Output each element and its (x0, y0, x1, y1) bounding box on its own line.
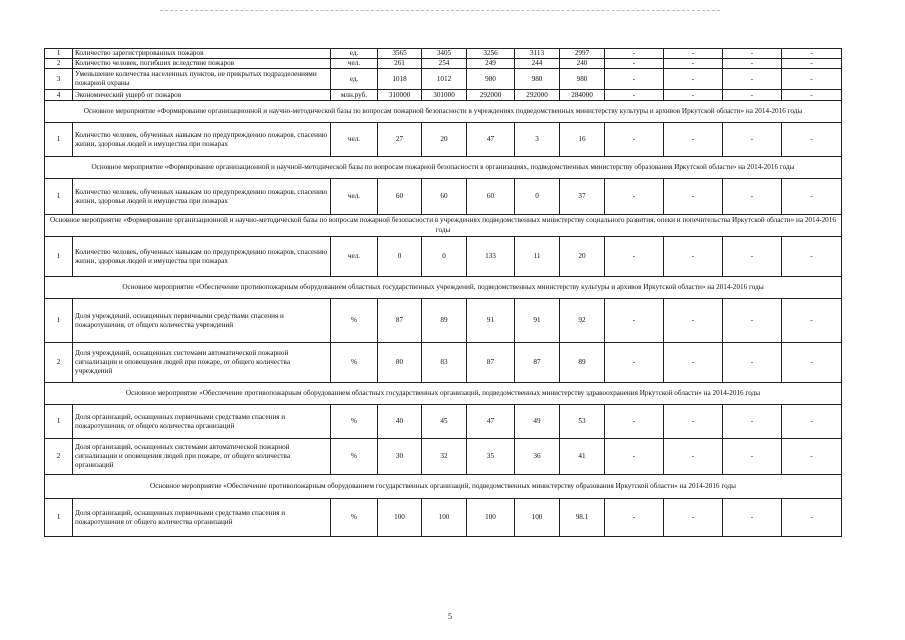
dash-cell: - (723, 439, 782, 475)
section-title: Основное мероприятие «Формирование организационной и научно-методической базы по вопросам пожарной безопасности в учреждениях подведомственных министерству социального развития, опеки и попечительства Иркутской области» на 2014-2016 годы (45, 215, 842, 237)
value-cell: 32 (422, 439, 467, 475)
dash-cell: - (664, 49, 723, 59)
row-number: 1 (45, 49, 73, 59)
dash-cell: - (605, 59, 664, 69)
dash-cell: - (782, 179, 842, 215)
dash-cell: - (782, 439, 842, 475)
value-cell: 0 (422, 237, 467, 277)
section-title: Основное мероприятие «Обеспечение противопожарным оборудованием государственных организаций, подведомственных министерству образования Иркутской области» на 2014-2016 годы (45, 475, 842, 499)
value-cell: 1012 (422, 69, 467, 90)
dash-cell: - (664, 439, 723, 475)
value-cell: 0 (378, 237, 422, 277)
value-cell: 53 (560, 405, 605, 439)
table-row (45, 59, 842, 69)
unit-cell: млн.руб. (331, 90, 378, 101)
indicator-name: Количество зарегистрированных пожаров (73, 49, 331, 59)
value-cell: 240 (560, 59, 605, 69)
dash-cell: - (664, 343, 723, 383)
value-cell: 45 (422, 405, 467, 439)
dash-cell: - (782, 90, 842, 101)
table-row (45, 237, 842, 277)
dash-cell: - (664, 405, 723, 439)
table-row (45, 343, 842, 383)
table-row (45, 49, 842, 59)
dash-cell: - (605, 405, 664, 439)
value-cell: 41 (560, 439, 605, 475)
dash-cell: - (605, 49, 664, 59)
table-row (45, 69, 842, 90)
value-cell: 87 (467, 343, 515, 383)
value-cell: 60 (378, 179, 422, 215)
value-cell: 89 (560, 343, 605, 383)
dash-cell: - (664, 499, 723, 537)
dash-cell: - (723, 343, 782, 383)
dash-cell: - (723, 90, 782, 101)
dash-cell: - (664, 59, 723, 69)
value-cell: 47 (467, 405, 515, 439)
section-title: Основное мероприятие «Обеспечение противопожарным оборудованием областных государственных учреждений, подведомственных министерству культуры и архивов Иркутской области» на 2014-2016 годы (45, 277, 842, 299)
indicator-name: Количество человек, погибших вследствие пожаров (73, 59, 331, 69)
value-cell: 100 (515, 499, 560, 537)
value-cell: 83 (422, 343, 467, 383)
section-row (45, 277, 842, 299)
row-number: 1 (45, 123, 73, 157)
value-cell: 1018 (378, 69, 422, 90)
indicator-name: Доля организаций, оснащенных первичными средствами спасения и пожаротушения от общего количества организаций (73, 499, 331, 537)
dash-cell: - (782, 237, 842, 277)
indicator-name: Доля организаций, оснащенных первичными средствами спасения и пожаротушения, от общего количества организаций (73, 405, 331, 439)
row-number: 3 (45, 69, 73, 90)
indicators-table (44, 48, 842, 537)
value-cell: 249 (467, 59, 515, 69)
dash-cell: - (782, 499, 842, 537)
unit-cell: % (331, 439, 378, 475)
scan-edge-line (160, 10, 720, 11)
dash-cell: - (664, 90, 723, 101)
value-cell: 27 (378, 123, 422, 157)
dash-cell: - (782, 123, 842, 157)
section-title: Основное мероприятие «Формирование организационной и научно-методической базы по вопросам пожарной безопасности в учреждениях подведомственных министерству культуры и архивов Иркутской области» на 2014-2016 годы (45, 101, 842, 123)
table-row (45, 179, 842, 215)
indicator-name: Количество человек, обученных навыкам по предупреждению пожаров, спасению жизни, здоровья людей и имущества при пожарах (73, 179, 331, 215)
row-number: 1 (45, 405, 73, 439)
dash-cell: - (605, 123, 664, 157)
section-title: Основное мероприятие «Формирование организационной и научной-методической базы по вопросам пожарной безопасности в организациях, подведомственных министерству образования Иркутской области» на 2014-2016 годы (45, 157, 842, 179)
value-cell: 98.1 (560, 499, 605, 537)
dash-cell: - (782, 59, 842, 69)
value-cell: 20 (422, 123, 467, 157)
value-cell: 301000 (422, 90, 467, 101)
section-row (45, 157, 842, 179)
dash-cell: - (605, 179, 664, 215)
dash-cell: - (664, 123, 723, 157)
row-number: 2 (45, 343, 73, 383)
indicator-name: Уменьшение количества населенных пунктов, не прикрытых подразделениями пожарной охраны (73, 69, 331, 90)
table-row (45, 405, 842, 439)
value-cell: 980 (560, 69, 605, 90)
value-cell: 254 (422, 59, 467, 69)
dash-cell: - (723, 69, 782, 90)
dash-cell: - (605, 343, 664, 383)
unit-cell: ед. (331, 69, 378, 90)
value-cell: 91 (467, 299, 515, 343)
value-cell: 80 (378, 343, 422, 383)
dash-cell: - (782, 343, 842, 383)
value-cell: 100 (378, 499, 422, 537)
dash-cell: - (723, 405, 782, 439)
dash-cell: - (723, 179, 782, 215)
section-row (45, 475, 842, 499)
unit-cell: чел. (331, 237, 378, 277)
value-cell: 30 (378, 439, 422, 475)
table-row (45, 123, 842, 157)
value-cell: 3565 (378, 49, 422, 59)
value-cell: 980 (515, 69, 560, 90)
value-cell: 3 (515, 123, 560, 157)
value-cell: 20 (560, 237, 605, 277)
section-row (45, 215, 842, 237)
dash-cell: - (664, 237, 723, 277)
dash-cell: - (605, 69, 664, 90)
dash-cell: - (782, 299, 842, 343)
value-cell: 87 (515, 343, 560, 383)
value-cell: 37 (560, 179, 605, 215)
indicator-name: Количество человек, обученных навыкам по предупреждению пожаров, спасению жизни, здоровья людей и имущества при пожарах (73, 123, 331, 157)
unit-cell: % (331, 405, 378, 439)
dash-cell: - (782, 405, 842, 439)
value-cell: 49 (515, 405, 560, 439)
table-row (45, 90, 842, 101)
table-row (45, 299, 842, 343)
value-cell: 40 (378, 405, 422, 439)
dash-cell: - (723, 299, 782, 343)
value-cell: 92 (560, 299, 605, 343)
page-number: 5 (448, 612, 452, 621)
table-row (45, 439, 842, 475)
dash-cell: - (605, 90, 664, 101)
row-number: 1 (45, 237, 73, 277)
value-cell: 60 (467, 179, 515, 215)
dash-cell: - (664, 69, 723, 90)
indicator-name: Доля учреждений, оснащенных системами автоматической пожарной сигнализации и оповещения людей при пожаре, от общего количества учреждений (73, 343, 331, 383)
value-cell: 244 (515, 59, 560, 69)
unit-cell: чел. (331, 179, 378, 215)
dash-cell: - (723, 237, 782, 277)
unit-cell: ед. (331, 49, 378, 59)
section-title: Основное мероприятие «Обеспечение противопожарным оборудованием областных государственных организаций, подведомственных министерству здравоохранения Иркутской области» на 2014-2016 годы (45, 383, 842, 405)
dash-cell: - (605, 237, 664, 277)
indicator-name: Доля учреждений, оснащенных первичными средствами спасения и пожаротушения, от общего количества учреждений (73, 299, 331, 343)
value-cell: 284000 (560, 90, 605, 101)
value-cell: 89 (422, 299, 467, 343)
value-cell: 60 (422, 179, 467, 215)
value-cell: 87 (378, 299, 422, 343)
value-cell: 292000 (515, 90, 560, 101)
value-cell: 133 (467, 237, 515, 277)
value-cell: 0 (515, 179, 560, 215)
value-cell: 261 (378, 59, 422, 69)
value-cell: 980 (467, 69, 515, 90)
dash-cell: - (605, 499, 664, 537)
dash-cell: - (723, 49, 782, 59)
unit-cell: чел. (331, 123, 378, 157)
value-cell: 36 (515, 439, 560, 475)
value-cell: 91 (515, 299, 560, 343)
row-number: 1 (45, 179, 73, 215)
value-cell: 2997 (560, 49, 605, 59)
value-cell: 11 (515, 237, 560, 277)
dash-cell: - (723, 499, 782, 537)
value-cell: 35 (467, 439, 515, 475)
value-cell: 310000 (378, 90, 422, 101)
indicator-name: Экономический ущерб от пожаров (73, 90, 331, 101)
section-row (45, 101, 842, 123)
value-cell: 100 (467, 499, 515, 537)
dash-cell: - (782, 69, 842, 90)
value-cell: 47 (467, 123, 515, 157)
table-row (45, 499, 842, 537)
value-cell: 3113 (515, 49, 560, 59)
unit-cell: % (331, 299, 378, 343)
indicator-name: Количество человек, обученных навыкам по предупреждению пожаров, спасению жизни, здоровья людей и имущества при пожарах (73, 237, 331, 277)
section-row (45, 383, 842, 405)
row-number: 1 (45, 299, 73, 343)
value-cell: 3405 (422, 49, 467, 59)
dash-cell: - (782, 49, 842, 59)
indicator-name: Доля организаций, оснащенных системами автоматической пожарной сигнализации и оповещения людей при пожаре, от общего количества организаций (73, 439, 331, 475)
row-number: 4 (45, 90, 73, 101)
unit-cell: чел. (331, 59, 378, 69)
row-number: 2 (45, 439, 73, 475)
value-cell: 16 (560, 123, 605, 157)
value-cell: 100 (422, 499, 467, 537)
row-number: 1 (45, 499, 73, 537)
dash-cell: - (605, 299, 664, 343)
value-cell: 292000 (467, 90, 515, 101)
unit-cell: % (331, 499, 378, 537)
dash-cell: - (723, 123, 782, 157)
row-number: 2 (45, 59, 73, 69)
dash-cell: - (664, 299, 723, 343)
dash-cell: - (664, 179, 723, 215)
dash-cell: - (605, 439, 664, 475)
value-cell: 3256 (467, 49, 515, 59)
unit-cell: % (331, 343, 378, 383)
dash-cell: - (723, 59, 782, 69)
